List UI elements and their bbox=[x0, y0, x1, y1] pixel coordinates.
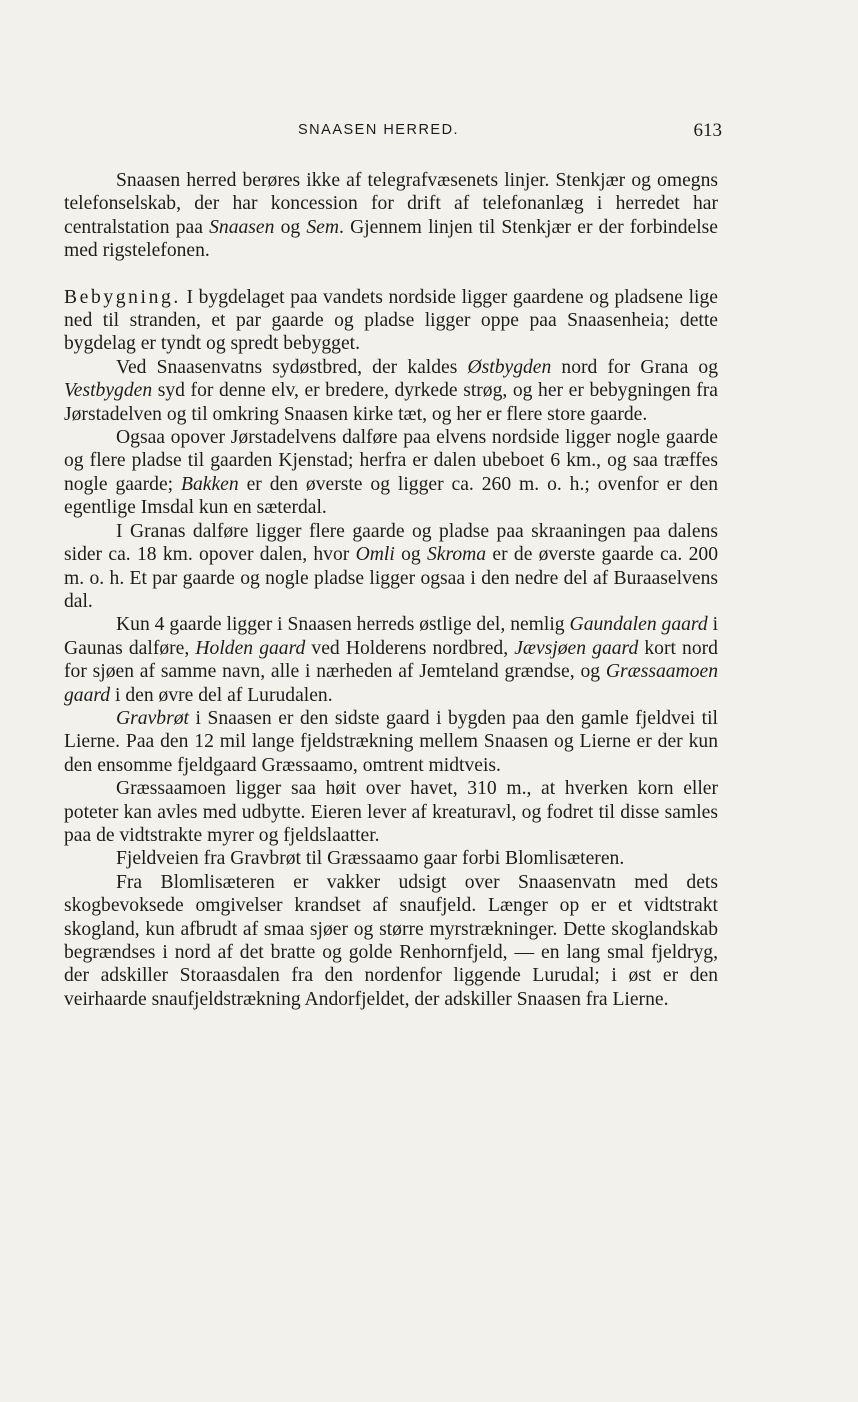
paragraph-gravbrot: Gravbrøt i Snaasen er den sidste gaard i bygden paa den gamle fjeldvei til Lierne. Paa den 12 mil lange fjeldstrækning mellem Snaasen og Lierne er der kun den ensomme fjeldgaard Græssaamo, omtrent midtveis. bbox=[64, 707, 718, 776]
paragraph-granas-dalfore: I Granas dalføre ligger flere gaarde og pladse paa skraaningen paa dalens sider ca. 18 km. opover dalen, hvor Omli og Skroma er de øverste gaarde ca. 200 m. o. h. Et par gaarde og nogle pladse ligger ogsaa i den nedre del af Buraaselvens dal. bbox=[64, 520, 719, 612]
paragraph-jorstadelven: Ogsaa opover Jørstadelvens dalføre paa elvens nordside ligger nogle gaarde og flere pladse til gaarden Kjenstad; herfra er dalen ubeboet 6 km., og saa træffes nogle gaarde; Bakken er den øverste og ligger ca. 260 m. o. h.; ovenfor er den egentlige Imsdal kun en sæterdal. bbox=[64, 427, 719, 519]
paragraph-sydostbred: Ved Snaasenvatns sydøstbred, der kaldes Østbygden nord for Grana og Vestbygden syd for denne elv, er bredere, dyrkede strøg, og her er bebygningen fra Jørstadelven og til omkring Snaasen kirke tæt, og her er flere store gaarde. bbox=[64, 356, 718, 425]
body-text bbox=[64, 169, 718, 1011]
paragraph-ostlige-del: Kun 4 gaarde ligger i Snaasen herreds østlige del, nemlig Gaundalen gaard i Gaunas dalføre, Holden gaard ved Holderens nordbred, Jævsjøen gaard kort nord for sjøen af samme navn, alle i nærheden af Jemteland grændse, og Græssaamoen gaard i den øvre del af Lurudalen. bbox=[64, 614, 719, 706]
paragraph-bebygning-text: I bygdelaget paa vandets nordside ligger gaardene og pladsene lige ned til stranden, et par gaarde og pladse ligger oppe paa Snaasenheia; dette bygdelag er tyndt og spredt bebygget. bbox=[64, 286, 718, 355]
paragraph-blomlisaeteren: Fra Blomlisæteren er vakker udsigt over Snaasenvatn med dets skogbevoksede omgivelser krandset af snaufjeld. Længer op er et vidtstrakt skogland, kun afbrudt af smaa sjøer og større myrstrækninger. Dette skoglandskab begrændses i nord af det bratte og golde Renhornfjeld, — en lang smal fjeldryg, der adskiller Storaasdalen fra den nordenfor liggende Lurudal; i øst er den veirhaarde snaufjeldstrækning Andorfjeldet, der adskiller Snaasen fra Lierne. bbox=[64, 871, 718, 1010]
section-heading-bebygning: Bebygning. bbox=[64, 286, 181, 308]
paragraph-fjeldveien: Fjeldveien fra Gravbrøt til Græssaamo gaar forbi Blomlisæteren. bbox=[116, 848, 625, 870]
running-title: SNAASEN HERRED. bbox=[298, 122, 460, 138]
paragraph-graessaamoen: Græssaamoen ligger saa høit over havet, 310 m., at hverken korn eller poteter kan avles med udbytte. Eieren lever af kreaturavl, og fodret til disse samles paa de vidtstrakte myrer og fjeldslaatter. bbox=[64, 778, 718, 846]
paragraph-telegraph: Snaasen herred berøres ikke af telegrafvæsenets linjer. Stenkjær og omegns telefonselskab, der har koncession for drift af telefonanlæg i herredet har centralstation paa Snaasen og Sem. Gjennem linjen til Stenkjær er der forbindelse med rigstelefonen. bbox=[64, 170, 718, 262]
page-number: 613 bbox=[693, 120, 722, 141]
paragraph-bebygning bbox=[64, 286, 718, 356]
